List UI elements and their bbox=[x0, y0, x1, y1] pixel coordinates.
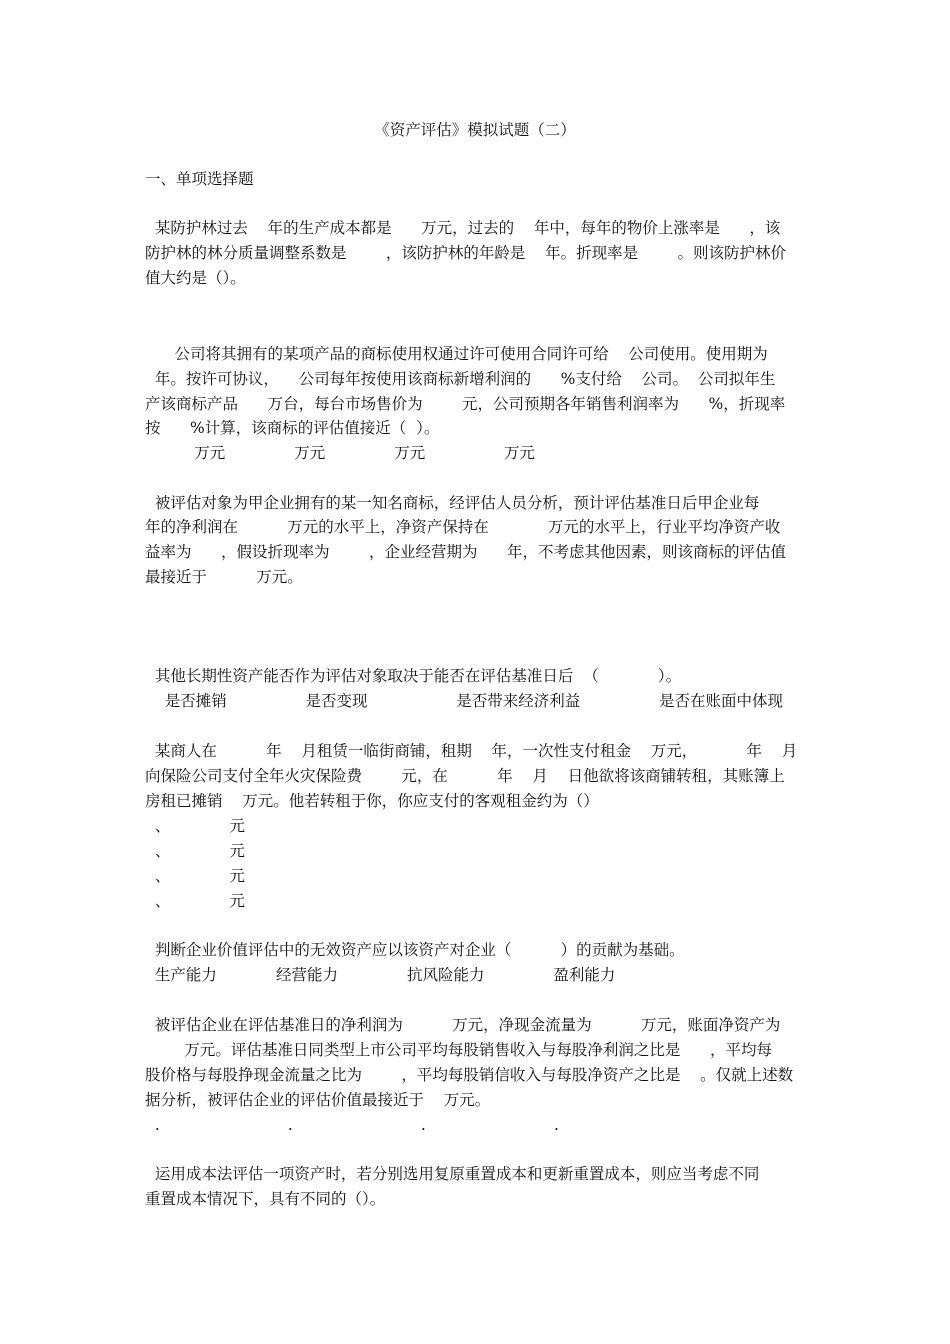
page-title: 《资产评估》模拟试题（二） bbox=[374, 121, 576, 139]
text-line: 某防护林过去 年的生产成本都是 万元，过去的 年中，每年的物价上涨率是 ，该 bbox=[145, 219, 781, 237]
text-line: 某商人在 年 月租赁一临街商铺，租期 年，一次性支付租金 万元， 年 月 bbox=[145, 742, 798, 760]
text-line: 重置成本情况下，具有不同的（）。 bbox=[145, 1190, 386, 1208]
text-line: 最接近于 万元。 bbox=[145, 568, 303, 586]
text-line: 按 %计算，该商标的评估值接近（ ）。 bbox=[145, 419, 440, 437]
text-line: 运用成本法评估一项资产时，若分别选用复原重置成本和更新重置成本，则应当考虑不同 bbox=[145, 1165, 760, 1183]
text-line: 万元。评估基准日同类型上市公司平均每股销售收入与每股净利润之比是 ，平均每 bbox=[145, 1041, 772, 1059]
text-line: 判断企业价值评估中的无效资产应以该资产对企业（ ）的贡献为基础。 bbox=[145, 941, 685, 959]
answer-options: 万元 万元 万元 万元 bbox=[145, 444, 536, 462]
text-line: 被评估企业在评估基准日的净利润为 万元，净现金流量为 万元，账面净资产为 bbox=[145, 1016, 781, 1034]
section-heading: 一、单项选择题 bbox=[145, 170, 254, 188]
text-line: 防护林的林分质量调整系数是 ，该防护林的年龄是 年。折现率是 。则该防护林价 bbox=[145, 244, 787, 262]
answer-options: 生产能力 经营能力 抗风险能力 盈利能力 bbox=[145, 966, 616, 984]
text-line: 公司将其拥有的某项产品的商标使用权通过许可使用合同许可给 公司使用。使用期为 bbox=[145, 345, 768, 363]
text-line: 年。按许可协议， 公司每年按使用该商标新增利润的 %支付给 公司。 公司拟年生 bbox=[145, 370, 776, 388]
text-line: 值大约是（）。 bbox=[145, 269, 246, 287]
text-line: 据分析，被评估企业的评估价值最接近于 万元。 bbox=[145, 1091, 491, 1109]
text-line: 产该商标产品 万台，每台市场售价为 元，公司预期各年销售利润率为 %，折现率 bbox=[145, 395, 786, 413]
answer-options: 是否摊销 是否变现 是否带来经济利益 是否在账面中体现 bbox=[145, 692, 784, 710]
answer-option: 、 元 bbox=[145, 867, 245, 885]
text-line: 向保险公司支付全年火灾保险费 元，在 年 月 日他欲将该商铺转租，其账簿上 bbox=[145, 767, 785, 785]
text-line: 年的净利润在 万元的水平上，净资产保持在 万元的水平上，行业平均净资产收 bbox=[145, 518, 781, 536]
answer-option: 、 元 bbox=[145, 817, 245, 835]
answer-options: . . . . bbox=[145, 1116, 559, 1134]
answer-option: 、 元 bbox=[145, 842, 245, 860]
answer-option: 、 元 bbox=[145, 892, 245, 910]
text-line: 益率为 ，假设折现率为 ，企业经营期为 年，不考虑其他因素，则该商标的评估值 bbox=[145, 543, 787, 561]
text-line: 被评估对象为甲企业拥有的某一知名商标，经评估人员分析，预计评估基准日后甲企业每 bbox=[145, 494, 760, 512]
text-line: 其他长期性资产能否作为评估对象取决于能否在评估基准日后 （ ）。 bbox=[145, 667, 682, 685]
text-line: 股价格与每股挣现金流量之比为 ，平均每股销信收入与每股净资产之比是 。仅就上述数 bbox=[145, 1066, 794, 1084]
text-line: 房租已摊销 万元。他若转租于你，你应支付的客观租金约为（） bbox=[145, 792, 599, 810]
